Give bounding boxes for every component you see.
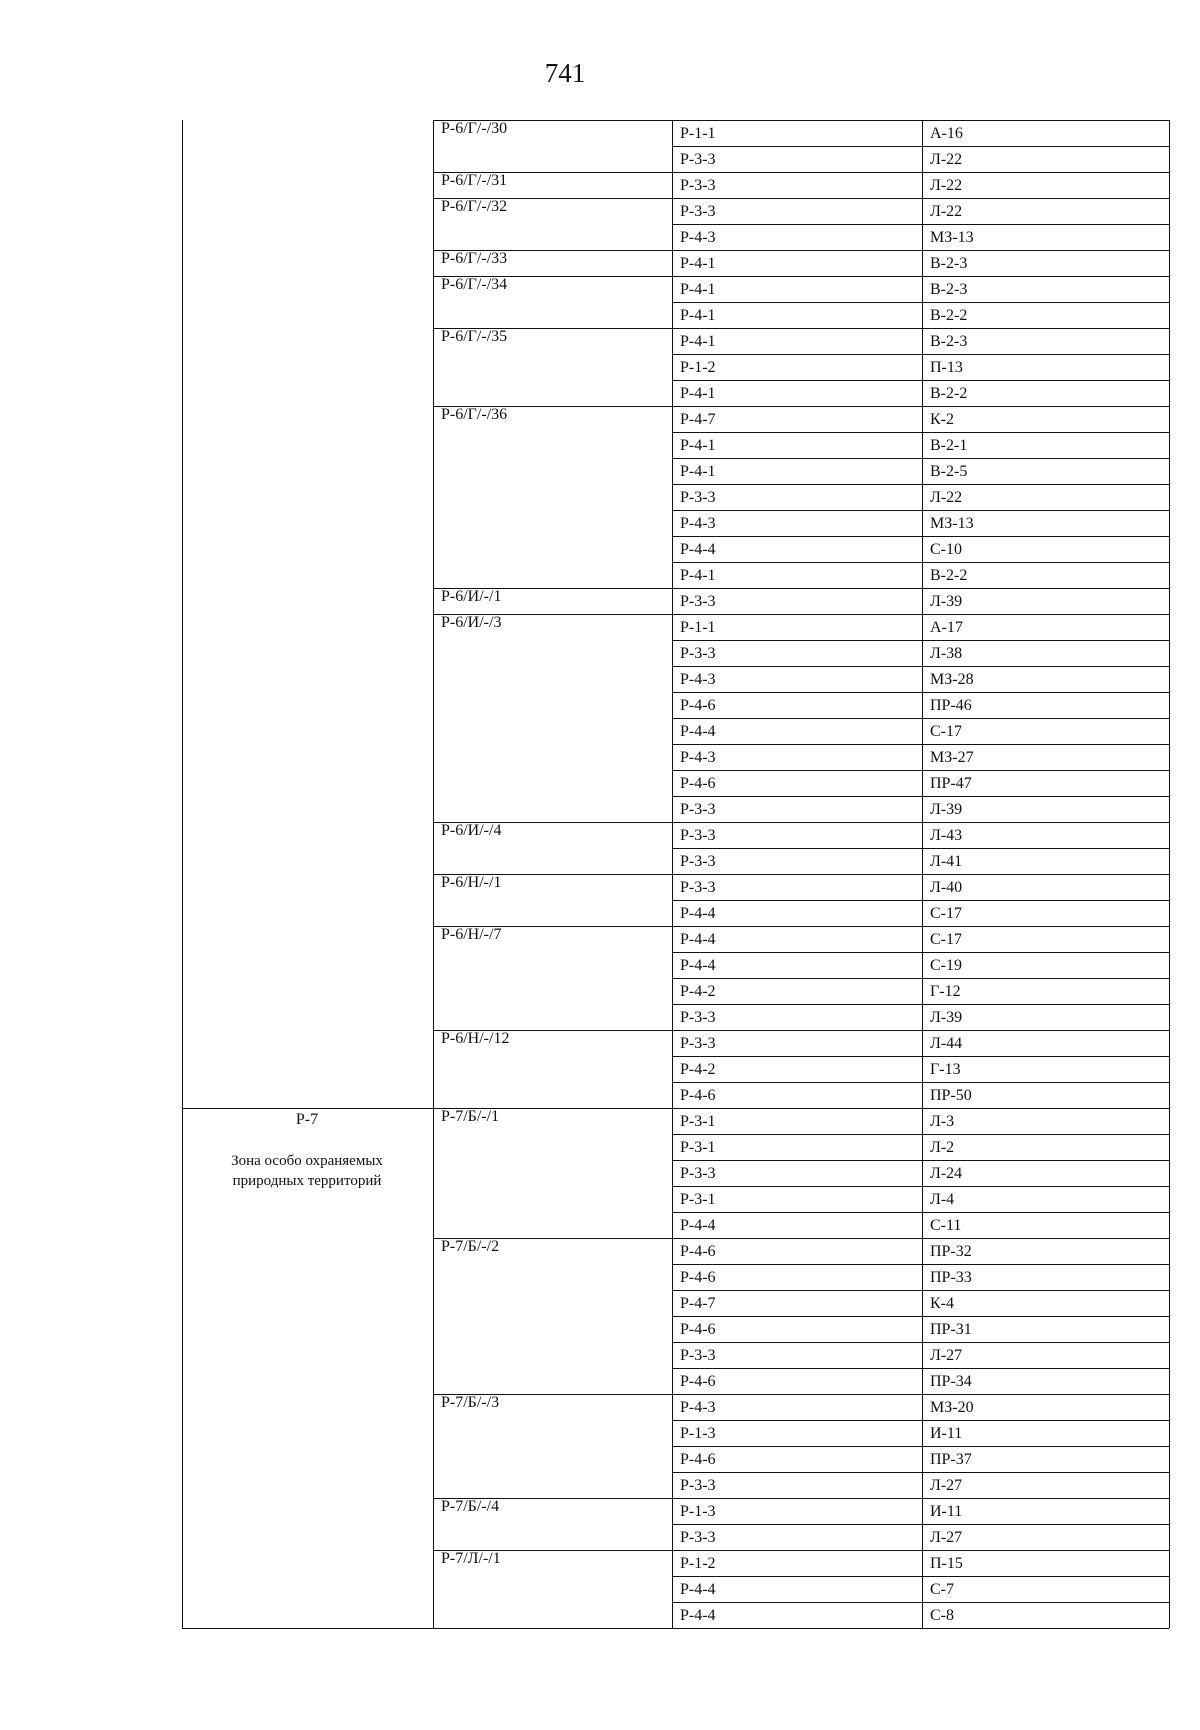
object-code: С-17 (930, 931, 962, 948)
category-code: Р-3-3 (680, 645, 716, 662)
object-code: Л-39 (930, 593, 963, 610)
object-code: В-2-1 (930, 437, 968, 454)
category-code: Р-1-1 (680, 125, 716, 142)
row-separator (672, 1082, 1169, 1083)
row-separator (672, 848, 1169, 849)
row-separator (672, 1368, 1169, 1369)
category-code: Р-4-3 (680, 1399, 716, 1416)
category-code: Р-3-3 (680, 1477, 716, 1494)
row-separator (672, 1524, 1169, 1525)
row-separator (672, 172, 1169, 173)
row-separator (672, 1238, 1169, 1239)
object-code: Л-24 (930, 1165, 963, 1182)
category-code: Р-4-4 (680, 957, 716, 974)
object-code: Л-40 (930, 879, 963, 896)
row-separator (672, 1056, 1169, 1057)
object-code: А-17 (930, 619, 963, 636)
object-code: Л-3 (930, 1113, 955, 1130)
object-code: Л-27 (930, 1347, 963, 1364)
object-code: Л-39 (930, 801, 963, 818)
row-separator (672, 1446, 1169, 1447)
category-code: Р-4-1 (680, 255, 716, 272)
row-separator (672, 1134, 1169, 1135)
object-code: МЗ-28 (930, 671, 974, 688)
row-separator (672, 198, 1169, 199)
site-code: Р-7/Б/-/2 (441, 1238, 500, 1255)
category-code: Р-3-1 (680, 1139, 716, 1156)
row-separator (672, 1576, 1169, 1577)
row-separator (672, 588, 1169, 589)
site-code: Р-6/Н/-/7 (441, 926, 502, 943)
object-code: ПР-31 (930, 1321, 972, 1338)
row-separator (672, 822, 1169, 823)
site-code: Р-6/Г/-/34 (441, 276, 508, 293)
category-code: Р-4-2 (680, 1061, 716, 1078)
category-code: Р-3-3 (680, 203, 716, 220)
site-code: Р-6/Н/-/12 (441, 1030, 510, 1047)
object-code: В-2-2 (930, 307, 968, 324)
page-number: 741 (544, 58, 586, 88)
site-code: Р-6/Г/-/36 (441, 406, 508, 423)
row-separator (672, 692, 1169, 693)
object-code: В-2-2 (930, 567, 968, 584)
category-code: Р-1-2 (680, 359, 716, 376)
site-code: Р-7/Л/-/1 (441, 1550, 501, 1567)
table-border-bottom (182, 1628, 1169, 1629)
category-code: Р-3-3 (680, 489, 716, 506)
row-separator (672, 926, 1169, 927)
row-separator (672, 1212, 1169, 1213)
row-separator (672, 484, 1169, 485)
row-separator (672, 1108, 1169, 1109)
object-code: Л-44 (930, 1035, 963, 1052)
site-code: Р-7/Б/-/1 (441, 1108, 500, 1125)
category-code: Р-4-1 (680, 333, 716, 350)
row-separator (672, 1550, 1169, 1551)
object-code: С-10 (930, 541, 962, 558)
category-code: Р-3-3 (680, 593, 716, 610)
row-separator (672, 1498, 1169, 1499)
row-separator (672, 952, 1169, 953)
object-code: Л-22 (930, 203, 963, 220)
category-code: Р-4-6 (680, 1087, 716, 1104)
category-code: Р-4-7 (680, 411, 716, 428)
category-code: Р-4-4 (680, 931, 716, 948)
row-separator (672, 224, 1169, 225)
row-separator (672, 978, 1169, 979)
row-separator (672, 874, 1169, 875)
object-code: МЗ-20 (930, 1399, 974, 1416)
row-separator (672, 406, 1169, 407)
category-code: Р-4-3 (680, 749, 716, 766)
site-code: Р-6/И/-/3 (441, 614, 502, 631)
object-code: Л-38 (930, 645, 963, 662)
site-code: Р-6/Г/-/30 (441, 120, 508, 137)
object-code: Л-22 (930, 151, 963, 168)
row-separator (672, 1290, 1169, 1291)
object-code: ПР-50 (930, 1087, 972, 1104)
category-code: Р-3-3 (680, 1035, 716, 1052)
object-code: ПР-47 (930, 775, 972, 792)
object-code: Л-27 (930, 1529, 963, 1546)
object-code: МЗ-13 (930, 515, 974, 532)
category-code: Р-3-3 (680, 1347, 716, 1364)
object-code: К-2 (930, 411, 954, 428)
table-border-left (182, 120, 183, 1628)
category-code: Р-4-4 (680, 541, 716, 558)
row-separator (672, 146, 1169, 147)
category-code: Р-4-6 (680, 1243, 716, 1260)
object-code: С-11 (930, 1217, 962, 1234)
category-code: Р-3-3 (680, 1529, 716, 1546)
row-separator (672, 1030, 1169, 1031)
object-code: ПР-34 (930, 1373, 972, 1390)
category-code: Р-4-2 (680, 983, 716, 1000)
category-code: Р-3-1 (680, 1191, 716, 1208)
object-code: П-15 (930, 1555, 963, 1572)
row-separator (672, 432, 1169, 433)
site-code: Р-6/Г/-/31 (441, 172, 508, 189)
category-code: Р-4-7 (680, 1295, 716, 1312)
row-separator (672, 1394, 1169, 1395)
object-code: МЗ-27 (930, 749, 974, 766)
table-border-right (1169, 120, 1170, 1628)
site-code: Р-6/Г/-/32 (441, 198, 508, 215)
category-code: Р-4-6 (680, 697, 716, 714)
category-code: Р-4-4 (680, 905, 716, 922)
row-separator (672, 770, 1169, 771)
zone-code: Р-7 (295, 1111, 319, 1128)
category-code: Р-3-3 (680, 827, 716, 844)
object-code: В-2-3 (930, 281, 968, 298)
row-separator (672, 1472, 1169, 1473)
zones-table (182, 120, 1169, 1636)
category-code: Р-3-1 (680, 1113, 716, 1130)
row-separator (672, 250, 1169, 251)
category-code: Р-1-3 (680, 1425, 716, 1442)
row-separator (672, 458, 1169, 459)
row-separator (672, 1602, 1169, 1603)
row-separator (672, 718, 1169, 719)
object-code: С-19 (930, 957, 962, 974)
zone-cell (182, 1110, 432, 1191)
object-code: С-17 (930, 905, 962, 922)
row-separator (672, 1264, 1169, 1265)
site-code: Р-6/Н/-/1 (441, 874, 502, 891)
category-code: Р-1-2 (680, 1555, 716, 1572)
row-separator (672, 536, 1169, 537)
row-separator (672, 380, 1169, 381)
object-code: Л-41 (930, 853, 963, 870)
category-code: Р-3-3 (680, 801, 716, 818)
row-separator (672, 1186, 1169, 1187)
row-separator (672, 640, 1169, 641)
object-code: С-17 (930, 723, 962, 740)
category-code: Р-3-3 (680, 879, 716, 896)
object-code: В-2-5 (930, 463, 968, 480)
category-code: Р-1-1 (680, 619, 716, 636)
object-code: И-11 (930, 1503, 963, 1520)
object-code: Л-39 (930, 1009, 963, 1026)
site-code: Р-6/И/-/4 (441, 822, 502, 839)
category-code: Р-4-4 (680, 1581, 716, 1598)
row-separator (672, 744, 1169, 745)
row-separator (672, 510, 1169, 511)
object-code: В-2-3 (930, 333, 968, 350)
object-code: С-8 (930, 1607, 954, 1624)
object-code: ПР-37 (930, 1451, 972, 1468)
object-code: Г-13 (930, 1061, 961, 1078)
object-code: К-4 (930, 1295, 954, 1312)
object-code: И-11 (930, 1425, 963, 1442)
category-code: Р-4-1 (680, 463, 716, 480)
object-code: Л-27 (930, 1477, 963, 1494)
row-separator (672, 276, 1169, 277)
site-code: Р-6/Г/-/33 (441, 250, 508, 267)
row-separator (672, 328, 1169, 329)
category-code: Р-4-4 (680, 723, 716, 740)
zone-name: Зона особо охраняемых природных территорий (231, 1153, 383, 1189)
object-code: С-7 (930, 1581, 954, 1598)
category-code: Р-4-6 (680, 1373, 716, 1390)
category-code: Р-4-1 (680, 385, 716, 402)
object-code: ПР-33 (930, 1269, 972, 1286)
category-code: Р-4-1 (680, 281, 716, 298)
site-code: Р-6/Г/-/35 (441, 328, 508, 345)
category-code: Р-4-3 (680, 229, 716, 246)
category-code: Р-4-4 (680, 1607, 716, 1624)
row-separator (672, 1004, 1169, 1005)
row-separator (672, 900, 1169, 901)
object-code: Л-4 (930, 1191, 955, 1208)
object-code: В-2-3 (930, 255, 968, 272)
object-code: П-13 (930, 359, 963, 376)
category-code: Р-4-4 (680, 1217, 716, 1234)
category-code: Р-4-6 (680, 1321, 716, 1338)
object-code: ПР-46 (930, 697, 972, 714)
row-separator (672, 796, 1169, 797)
site-code: Р-7/Б/-/3 (441, 1394, 500, 1411)
site-code: Р-6/И/-/1 (441, 588, 502, 605)
row-separator (672, 562, 1169, 563)
category-code: Р-4-6 (680, 1451, 716, 1468)
category-code: Р-4-1 (680, 307, 716, 324)
category-code: Р-3-3 (680, 177, 716, 194)
row-separator (672, 1160, 1169, 1161)
object-code: Г-12 (930, 983, 961, 1000)
object-code: Л-22 (930, 177, 963, 194)
row-separator (672, 1420, 1169, 1421)
row-separator (672, 614, 1169, 615)
object-code: Л-22 (930, 489, 963, 506)
row-separator (672, 1316, 1169, 1317)
site-code: Р-7/Б/-/4 (441, 1498, 500, 1515)
category-code: Р-4-3 (680, 515, 716, 532)
row-separator (672, 666, 1169, 667)
category-code: Р-4-6 (680, 775, 716, 792)
object-code: Л-43 (930, 827, 963, 844)
table-border-top (433, 120, 1169, 121)
object-code: ПР-32 (930, 1243, 972, 1260)
object-code: Л-2 (930, 1139, 955, 1156)
category-code: Р-4-3 (680, 671, 716, 688)
object-code: В-2-2 (930, 385, 968, 402)
category-code: Р-4-6 (680, 1269, 716, 1286)
category-code: Р-3-3 (680, 151, 716, 168)
row-separator (672, 1342, 1169, 1343)
category-code: Р-1-3 (680, 1503, 716, 1520)
row-separator (672, 302, 1169, 303)
object-code: А-16 (930, 125, 963, 142)
category-code: Р-4-1 (680, 437, 716, 454)
row-separator (672, 354, 1169, 355)
category-code: Р-4-1 (680, 567, 716, 584)
category-code: Р-3-3 (680, 1009, 716, 1026)
category-code: Р-3-3 (680, 853, 716, 870)
category-code: Р-3-3 (680, 1165, 716, 1182)
object-code: МЗ-13 (930, 229, 974, 246)
